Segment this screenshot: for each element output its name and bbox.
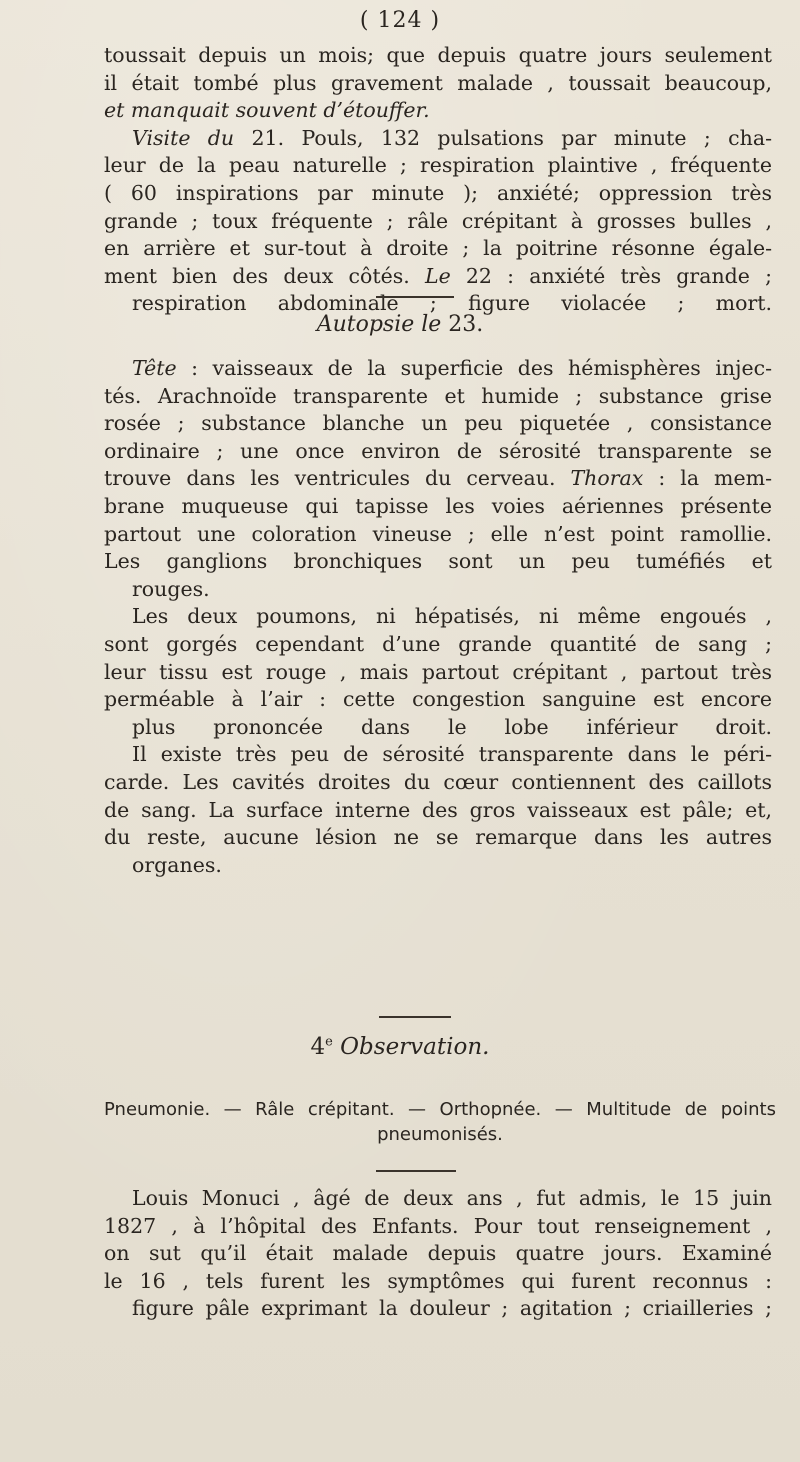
- text-line: partout une coloration vineuse ; elle n’est point ramollie.: [104, 521, 772, 546]
- text-line: Les deux poumons, ni hépatisés, ni même engoués ,: [132, 604, 772, 629]
- paragraph-lungs: [104, 603, 772, 741]
- text-line: ordinaire ; une once environ de sérosité transparente se: [104, 438, 772, 463]
- autopsy-heading-italic: Autopsie le: [316, 312, 442, 337]
- section-divider: [379, 1016, 451, 1018]
- text-italic: Le: [424, 263, 451, 288]
- text-line: leur tissu est rouge , mais partout crépitant , partout très: [104, 659, 772, 684]
- text-block-autopsy: [104, 355, 772, 879]
- head-label: Tête: [132, 356, 177, 380]
- observation-title: Observation.: [332, 1034, 490, 1060]
- text-line: organes.: [132, 852, 222, 877]
- text-line: respiration abdominale ; figure violacée ; mort.: [132, 291, 772, 316]
- text-line: leur de la peau naturelle ; respiration plaintive , fréquente: [104, 153, 772, 178]
- text-line: de sang. La surface interne des gros vaisseaux est pâle; et,: [104, 797, 772, 822]
- text-line: brane muqueuse qui tapisse les voies aériennes présente: [104, 493, 772, 518]
- section-divider: [376, 296, 454, 298]
- observation-number-suffix: e: [325, 1034, 333, 1050]
- text-line: Les ganglions bronchiques sont un peu tuméfiés et: [104, 549, 772, 574]
- text-line: ( 60 inspirations par minute ); anxiété; oppression très: [104, 180, 772, 205]
- observation-heading: [0, 1034, 800, 1060]
- observation-summary: [104, 1097, 776, 1147]
- text-line: trouve dans les ventricules du cerveau.: [104, 466, 571, 491]
- text-line: ment bien des deux côtés.: [104, 263, 410, 288]
- observation-number: 4: [310, 1034, 326, 1060]
- text-line: carde. Les cavités droites du cœur contiennent des caillots: [104, 769, 772, 794]
- text-line: rosée ; substance blanche un peu piquetée , consistance: [104, 411, 772, 436]
- text-line: figure pâle exprimant la douleur ; agitation ; criailleries ;: [132, 1296, 772, 1321]
- text-line: : la mem-: [643, 466, 772, 491]
- thorax-label: Thorax: [570, 466, 644, 491]
- text-line: 21. Pouls, 132 pulsations par minute ; cha-: [234, 125, 772, 150]
- text-line: le 16 , tels furent les symptômes qui furent reconnus :: [104, 1268, 772, 1293]
- text-line: perméable à l’air : cette congestion sanguine est encore: [104, 687, 772, 712]
- text-line: : vaisseaux de la superficie des hémisphères injec-: [176, 356, 772, 380]
- text-line: du reste, aucune lésion ne se remarque dans les autres: [104, 825, 772, 850]
- paragraph-head-thorax: [104, 355, 772, 603]
- text-line: rouges.: [132, 576, 210, 601]
- paragraph-pericardium: [104, 741, 772, 879]
- text-line: en arrière et sur-tout à droite ; la poitrine résonne égale-: [104, 236, 772, 261]
- summary-line: pneumonisés.: [377, 1124, 503, 1145]
- paragraph-patient: [104, 1185, 772, 1323]
- text-line: toussait depuis un mois; que depuis quatre jours seulement: [104, 43, 772, 67]
- summary-line: Pneumonie. — Râle crépitant. — Orthopnée. — Multitude de points: [104, 1099, 776, 1120]
- paragraph-visit: [104, 125, 772, 318]
- text-line: grande ; toux fréquente ; râle crépitant à grosses bulles ,: [104, 208, 772, 233]
- text-line-italic: et manquait souvent d’étouffer.: [104, 98, 430, 123]
- text-line: 22 : anxiété très grande ;: [450, 263, 772, 288]
- text-line: tés. Arachnoïde transparente et humide ; substance grise: [104, 383, 772, 408]
- autopsy-heading: [0, 312, 800, 337]
- text-line: il était tombé plus gravement malade , toussait beaucoup,: [104, 70, 772, 95]
- visit-label: Visite du: [132, 125, 235, 150]
- text-line: 1827 , à l’hôpital des Enfants. Pour tout renseignement ,: [104, 1213, 772, 1238]
- text-block-observation: [104, 1185, 772, 1323]
- text-block-case-history: [104, 42, 772, 318]
- text-line: plus prononcée dans le lobe inférieur droit.: [132, 714, 772, 739]
- text-line: Il existe très peu de sérosité transparente dans le péri-: [132, 742, 772, 767]
- autopsy-heading-date: 23.: [441, 312, 484, 337]
- section-divider: [376, 1170, 456, 1172]
- text-line: sont gorgés cependant d’une grande quantité de sang ;: [104, 631, 772, 656]
- paragraph-cough-history: [104, 42, 772, 125]
- text-line: Louis Monuci , âgé de deux ans , fut admis, le 15 juin: [132, 1186, 772, 1210]
- text-line: on sut qu’il était malade depuis quatre jours. Examiné: [104, 1241, 772, 1266]
- page-number: ( 124 ): [359, 8, 441, 33]
